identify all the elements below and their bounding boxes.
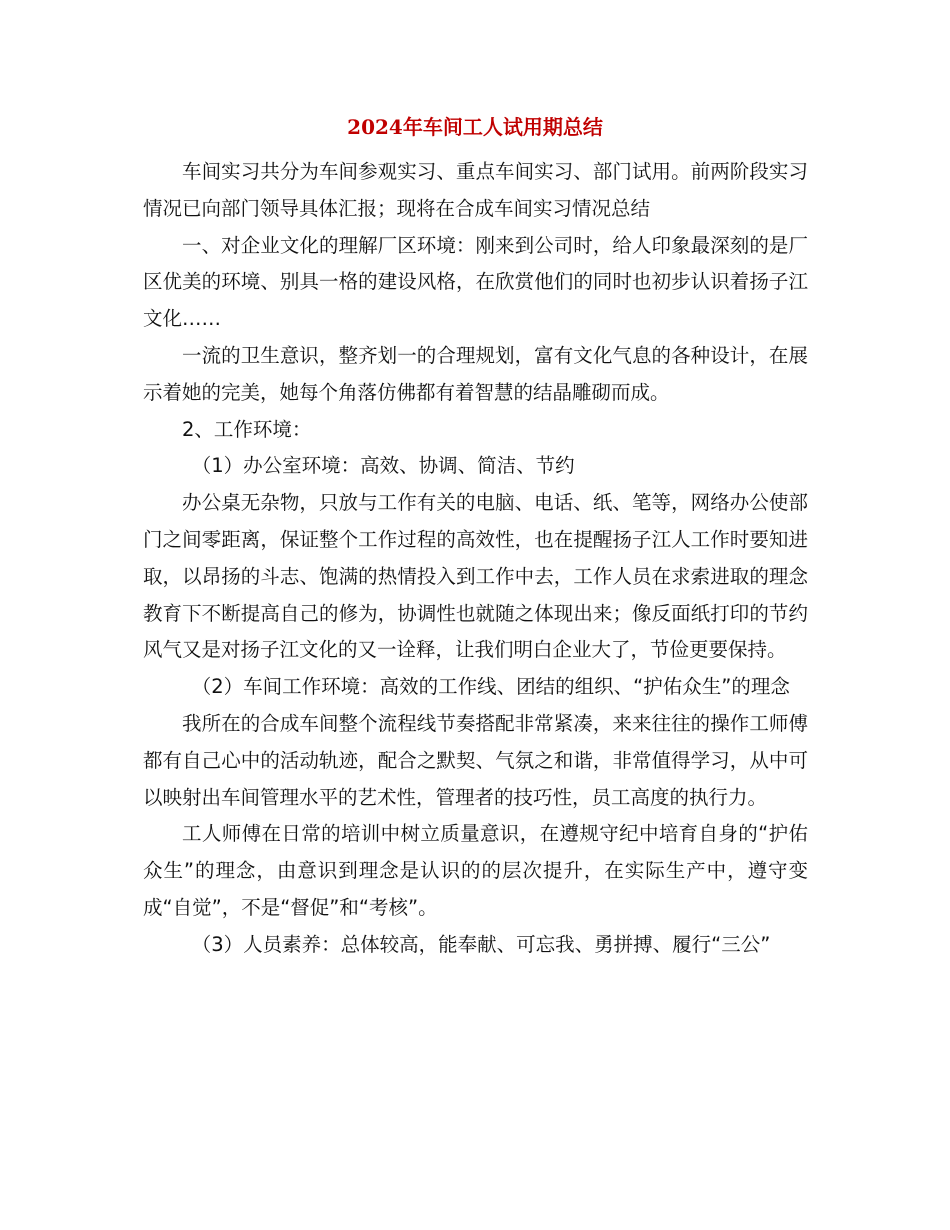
heading-office-environment: （1）办公室环境：高效、协调、简洁、节约 bbox=[191, 454, 575, 478]
paragraph-intro: 车间实习共分为车间参观实习、重点车间实习、部门试用。前两阶段实习情况已向部门领导具体汇报；现将在合成车间实习情况总结 bbox=[143, 160, 808, 220]
document-title: 2024年车间工人试用期总结 bbox=[347, 115, 603, 139]
paragraph-worker-training: 工人师傅在日常的培训中树立质量意识，在遵规守纪中培育自身的“护佑众生”的理念，由意识到理念是认识的的层次提升，在实际生产中，遵守变成“自觉”，不是“督促”和“考核”。 bbox=[143, 822, 808, 919]
paragraph-workshop-flow: 我所在的合成车间整个流程线节奏搭配非常紧凑，来来往往的操作工师傅都有自己心中的活动轨迹，配合之默契、气氛之和谐，非常值得学习，从中可以映射出车间管理水平的艺术性，管理者的技巧性，员工高度的执行力。 bbox=[143, 711, 808, 809]
heading-staff-quality: （3）人员素养：总体较高，能奉献、可忘我、勇拼搏、履行“三公” bbox=[191, 932, 771, 956]
heading-workshop-environment: （2）车间工作环境：高效的工作线、团结的组织、“护佑众生”的理念 bbox=[191, 675, 790, 699]
paragraph-office-details: 办公桌无杂物，只放与工作有关的电脑、电话、纸、笔等，网络办公使部门之间零距离，保证整个工作过程的高效性，也在提醒扬子江人工作时要知进取，以昂扬的斗志、饱满的热情投入到工作中去，工作人员在求索进取的理念教育下不断提高自己的修为，协调性也就随之体现出来；像反面纸打印的节约风气又是对扬子江文化的又一诠释，让我们明白企业大了，节俭更要保持。 bbox=[143, 491, 808, 662]
document-body bbox=[143, 154, 808, 964]
heading-work-environment: 2、工作环境： bbox=[182, 417, 312, 441]
paragraph-culture-understanding: 一、对企业文化的理解厂区环境：刚来到公司时，给人印象最深刻的是厂区优美的环境、别具一格的建设风格，在欣赏他们的同时也初步认识着扬子江文化…… bbox=[143, 233, 808, 331]
paragraph-hygiene-awareness: 一流的卫生意识，整齐划一的合理规划，富有文化气息的各种设计，在展示着她的完美，她每个角落仿佛都有着智慧的结晶雕砌而成。 bbox=[143, 343, 808, 404]
